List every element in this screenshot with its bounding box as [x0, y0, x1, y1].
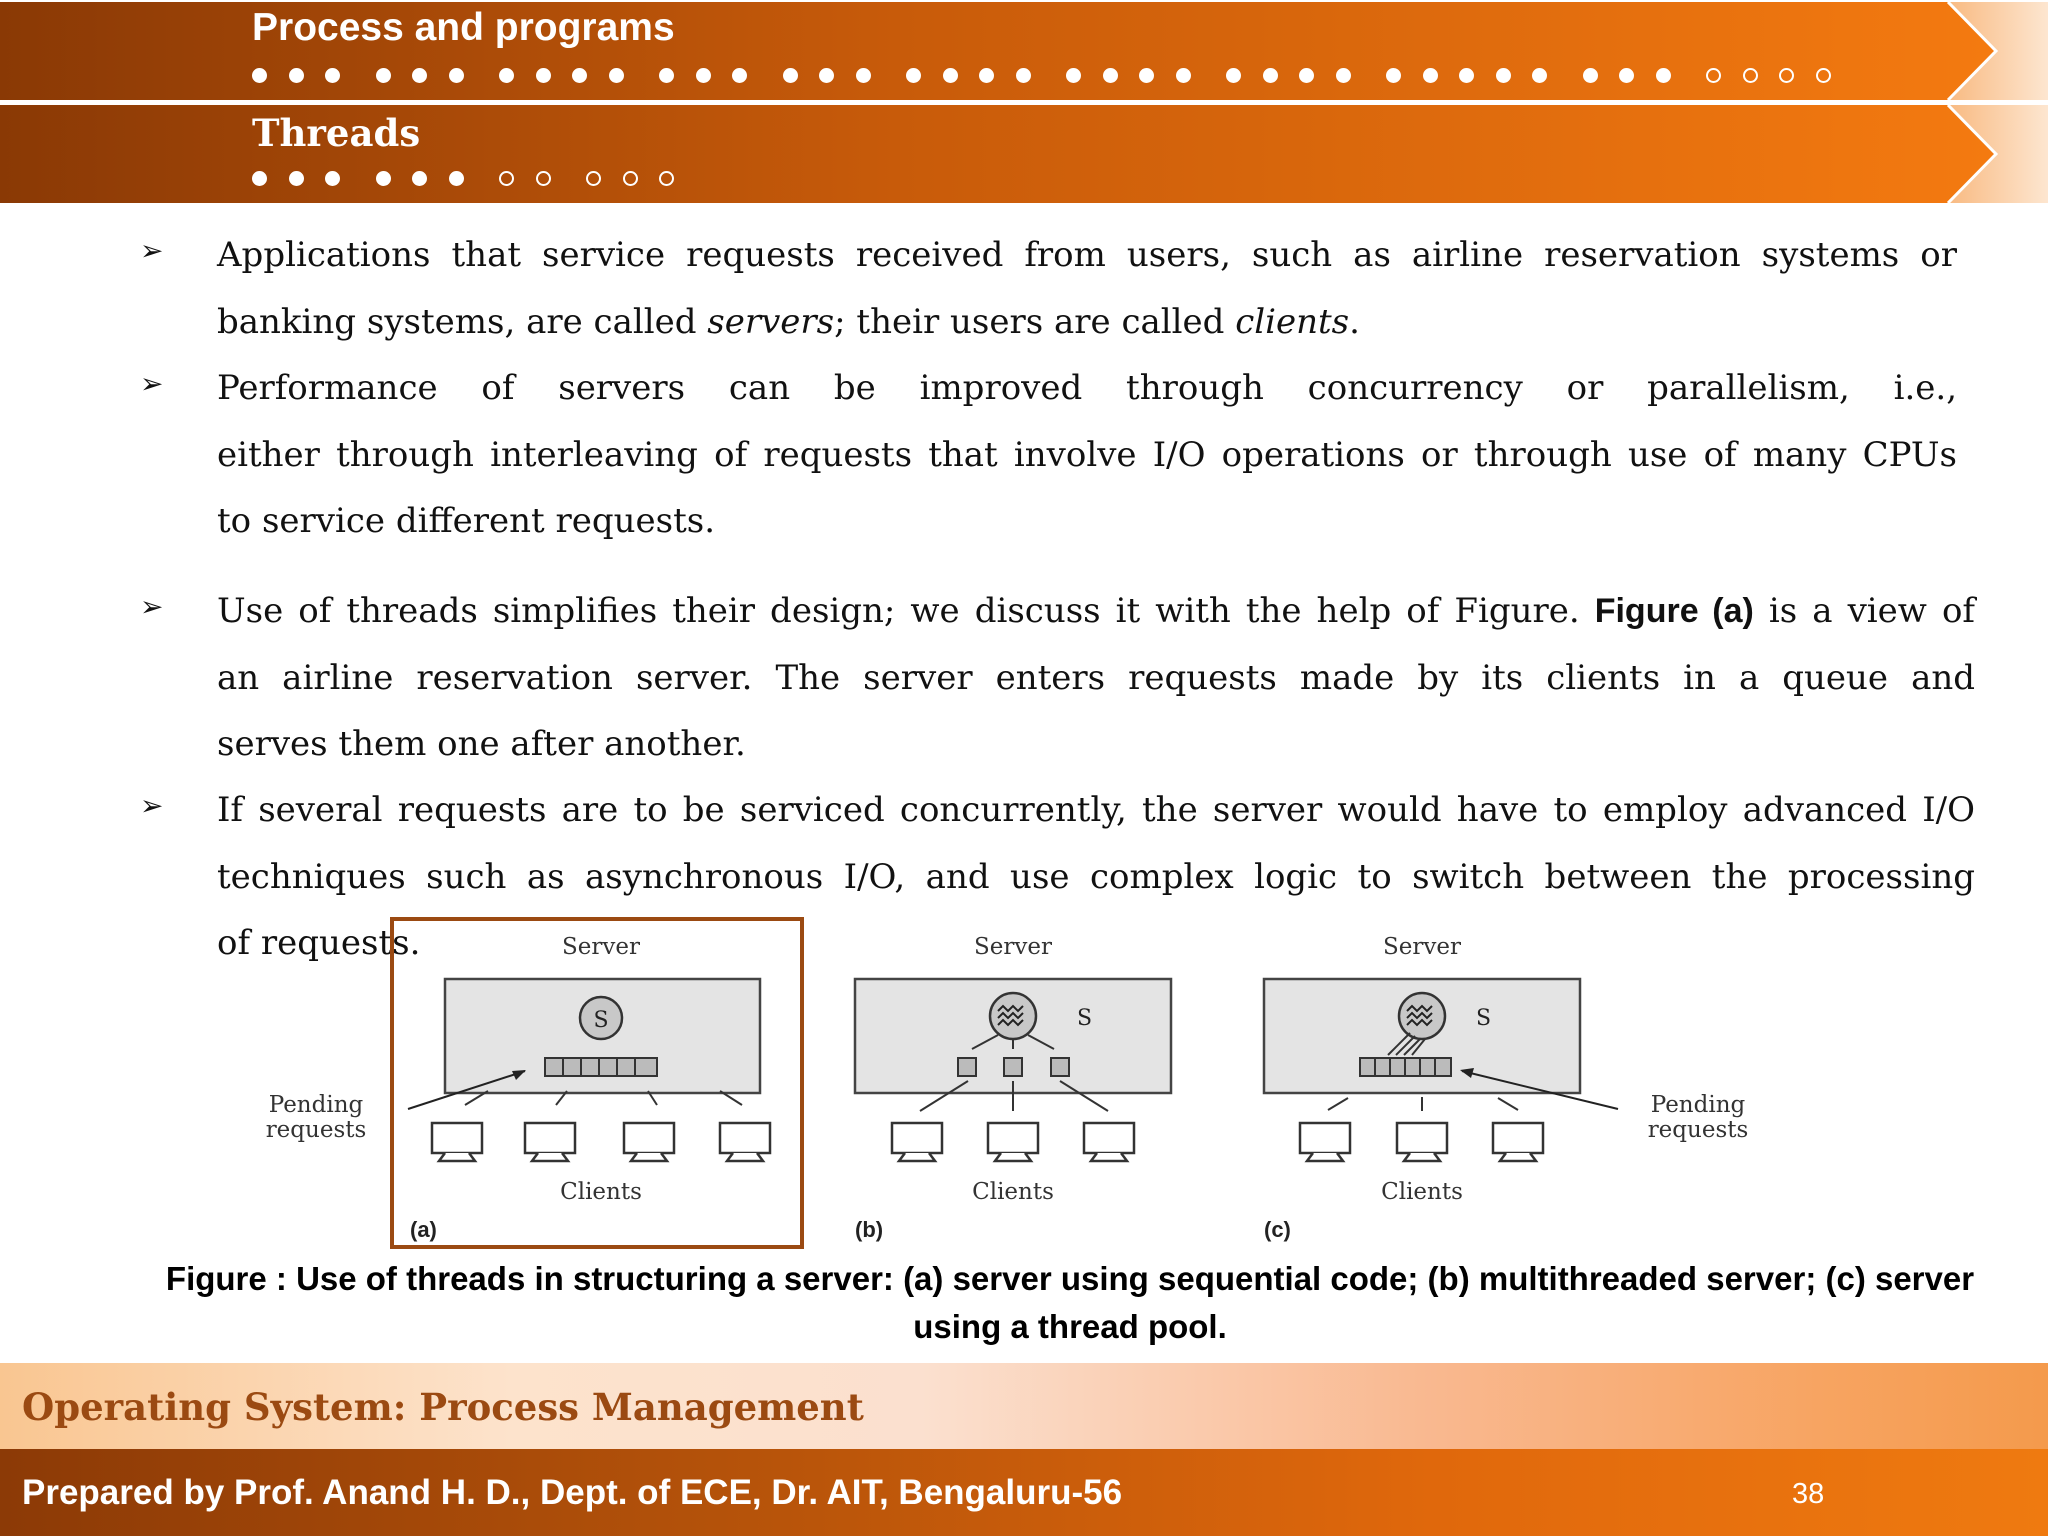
- progress-dot-empty[interactable]: [659, 171, 674, 186]
- progress-dot-filled[interactable]: [412, 68, 427, 83]
- progress-dot-filled[interactable]: [412, 171, 427, 186]
- request-slots: [958, 1058, 1069, 1076]
- thread-s-label: S: [1077, 1006, 1093, 1031]
- thread-s-label: S: [1476, 1006, 1492, 1031]
- progress-dot-filled[interactable]: [252, 68, 267, 83]
- progress-dot-filled[interactable]: [376, 68, 391, 83]
- progress-dots-subsections: [252, 171, 696, 186]
- bullet-line: [217, 578, 1975, 645]
- arrow-bullet-icon: ➢: [140, 367, 164, 400]
- bullet-text: [217, 355, 1957, 555]
- progress-dot-filled[interactable]: [1496, 68, 1511, 83]
- progress-dot-filled[interactable]: [1619, 68, 1634, 83]
- progress-dot-filled[interactable]: [1386, 68, 1401, 83]
- progress-dot-filled[interactable]: [1423, 68, 1438, 83]
- progress-dot-filled[interactable]: [1176, 68, 1191, 83]
- progress-dot-empty[interactable]: [623, 171, 638, 186]
- progress-dot-filled[interactable]: [1103, 68, 1118, 83]
- header-band-threads: [0, 105, 2048, 203]
- progress-dot-filled[interactable]: [659, 68, 674, 83]
- progress-dot-filled[interactable]: [819, 68, 834, 83]
- progress-dot-empty[interactable]: [499, 171, 514, 186]
- pending-label: Pending: [1650, 1092, 1746, 1118]
- multithread-icon: [990, 993, 1036, 1039]
- arrow-bullet-icon: ➢: [140, 590, 164, 623]
- progress-dot-empty[interactable]: [586, 171, 601, 186]
- server-label: Server: [974, 934, 1052, 960]
- progress-dot-filled[interactable]: [1583, 68, 1598, 83]
- progress-dot-filled[interactable]: [1532, 68, 1547, 83]
- figure-caption: [110, 1255, 2030, 1351]
- server-label: Server: [1383, 934, 1461, 960]
- progress-dot-filled[interactable]: [572, 68, 587, 83]
- progress-dot-filled[interactable]: [289, 171, 304, 186]
- progress-dot-filled[interactable]: [609, 68, 624, 83]
- subsection-title: Threads: [252, 111, 421, 155]
- progress-dot-filled[interactable]: [536, 68, 551, 83]
- bullet-line: to service different requests.: [217, 501, 715, 542]
- term-servers: servers: [707, 301, 835, 342]
- course-subject: Operating System: Process Management: [22, 1385, 864, 1429]
- client-monitors: [432, 1123, 770, 1161]
- progress-dot-filled[interactable]: [906, 68, 921, 83]
- request-queue: [1360, 1058, 1451, 1076]
- bullet-line: [217, 289, 1957, 356]
- progress-dot-filled[interactable]: [1139, 68, 1154, 83]
- figure-a-reference: Figure (a): [1594, 592, 1754, 630]
- progress-dot-filled[interactable]: [1336, 68, 1351, 83]
- section-title: Process and programs: [252, 6, 675, 49]
- author-credit: Prepared by Prof. Anand H. D., Dept. of ECE, Dr. AIT, Bengaluru-56: [22, 1473, 1123, 1512]
- bullet-line: Performance of servers can be improved through concurrency or parallelism, i.e.,: [217, 368, 1957, 408]
- progress-dot-filled[interactable]: [449, 171, 464, 186]
- bullet-line: serves them one after another.: [217, 724, 746, 765]
- progress-dot-empty[interactable]: [1816, 68, 1831, 83]
- progress-dot-filled[interactable]: [732, 68, 747, 83]
- panel-a: [266, 919, 802, 1247]
- bullet-text: [217, 222, 1957, 355]
- clients-label: Clients: [560, 1179, 642, 1205]
- panel-c: [1264, 934, 1748, 1242]
- progress-dot-filled[interactable]: [696, 68, 711, 83]
- bullet-text: [217, 578, 1975, 778]
- server-structure-figure: [250, 915, 1770, 1255]
- header-band-process-and-programs: [0, 2, 2048, 100]
- caption-line: using a thread pool.: [913, 1308, 1227, 1345]
- progress-dot-empty[interactable]: [1779, 68, 1794, 83]
- bullet-text-span: is a view of: [1753, 591, 1975, 631]
- progress-dots-sections: [252, 68, 1852, 83]
- bullet-line: techniques such as asynchronous I/O, and use complex logic to switch between the processing: [217, 856, 1975, 897]
- progress-dot-filled[interactable]: [943, 68, 958, 83]
- bullet-line: either through interleaving of requests that involve I/O operations or through use of many CPUs: [217, 434, 1957, 475]
- request-queue: [545, 1058, 657, 1076]
- bullet-line: of requests.: [217, 923, 421, 964]
- bullet-text-span: Use of threads simplifies their design; we discuss it with the help of Figure.: [217, 591, 1595, 631]
- panel-b-label: (b): [855, 1217, 884, 1242]
- clients-label: Clients: [1381, 1179, 1463, 1205]
- progress-dot-filled[interactable]: [856, 68, 871, 83]
- progress-dot-filled[interactable]: [449, 68, 464, 83]
- bullet-text-span: ; their users are called: [834, 301, 1236, 342]
- bullet-text-span: .: [1349, 301, 1360, 342]
- clients-label: Clients: [972, 1179, 1054, 1205]
- thread-pool-icon: [1399, 993, 1445, 1039]
- bullet-line: Applications that service requests received from users, such as airline reservation systems or: [217, 235, 1957, 275]
- progress-dot-filled[interactable]: [1016, 68, 1031, 83]
- progress-dot-filled[interactable]: [325, 68, 340, 83]
- panel-c-label: (c): [1264, 1217, 1291, 1242]
- progress-dot-filled[interactable]: [979, 68, 994, 83]
- arrow-bullet-icon: ➢: [140, 789, 164, 822]
- progress-dot-filled[interactable]: [252, 171, 267, 186]
- bullet-text-span: banking systems, are called: [217, 301, 708, 342]
- progress-dot-filled[interactable]: [289, 68, 304, 83]
- arrow-bullet-icon: ➢: [140, 234, 164, 267]
- progress-dot-filled[interactable]: [1066, 68, 1081, 83]
- panel-a-label: (a): [410, 1217, 437, 1242]
- panel-b: [855, 934, 1171, 1242]
- pending-label: requests: [265, 1117, 367, 1143]
- progress-dot-filled[interactable]: [783, 68, 798, 83]
- page-number: 38: [1792, 1478, 1825, 1510]
- client-monitors: [892, 1123, 1134, 1161]
- client-monitors: [1300, 1123, 1543, 1161]
- term-clients: clients: [1235, 301, 1350, 342]
- bullet-line: If several requests are to be serviced concurrently, the server would have to employ advanced I/O: [217, 790, 1975, 830]
- progress-dot-filled[interactable]: [1226, 68, 1241, 83]
- progress-dot-filled[interactable]: [1299, 68, 1314, 83]
- progress-dot-empty[interactable]: [1743, 68, 1758, 83]
- thread-s-label: S: [593, 1008, 609, 1033]
- progress-dot-filled[interactable]: [1459, 68, 1474, 83]
- bullet-line: an airline reservation server. The server enters requests made by its clients in a queue and: [217, 657, 1975, 698]
- pending-label: Pending: [268, 1092, 364, 1118]
- progress-dot-filled[interactable]: [1263, 68, 1278, 83]
- caption-line: Figure : Use of threads in structuring a server: (a) server using sequential code; (b) multithreaded server; (c) server: [165, 1260, 1975, 1297]
- progress-dot-empty[interactable]: [1706, 68, 1721, 83]
- progress-dot-empty[interactable]: [536, 171, 551, 186]
- progress-dot-filled[interactable]: [325, 171, 340, 186]
- client-links: [1328, 1097, 1518, 1111]
- progress-dot-filled[interactable]: [499, 68, 514, 83]
- pending-label: requests: [1647, 1117, 1749, 1143]
- progress-dot-filled[interactable]: [1656, 68, 1671, 83]
- server-label: Server: [562, 934, 640, 960]
- progress-dot-filled[interactable]: [376, 171, 391, 186]
